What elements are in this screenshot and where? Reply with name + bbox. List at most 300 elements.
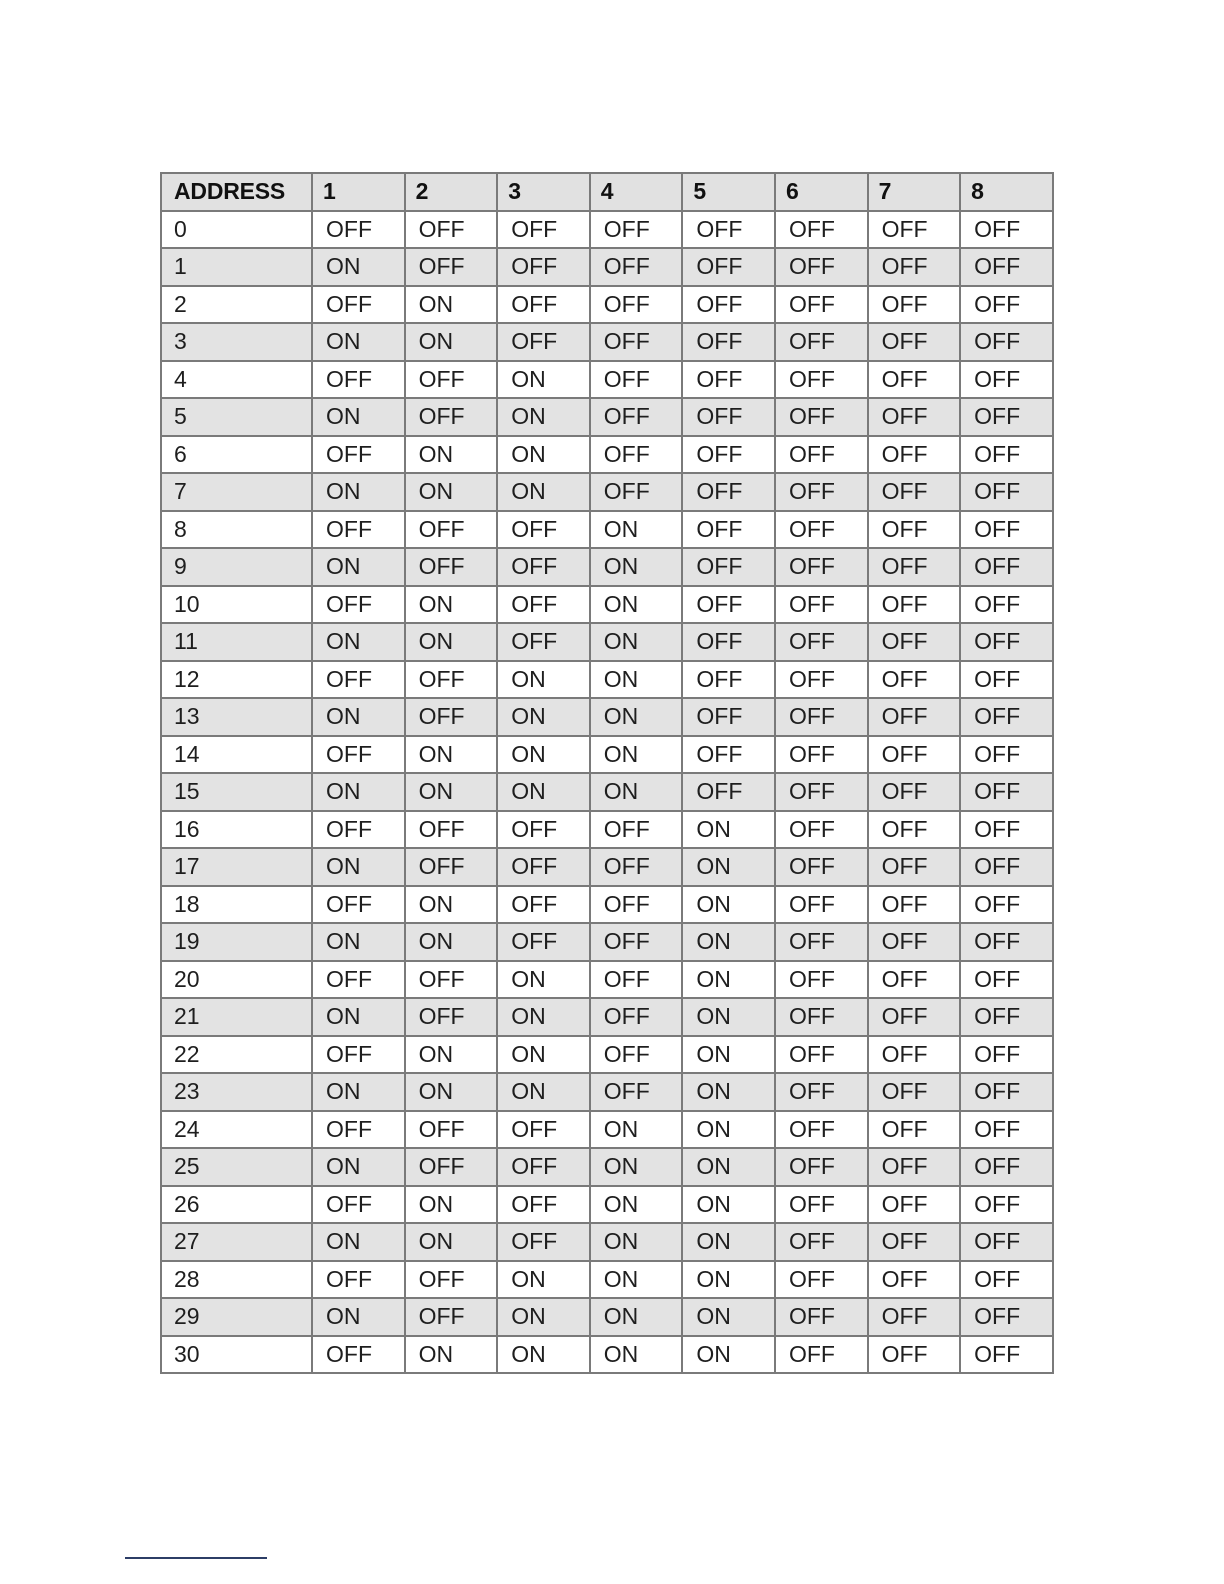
- switch-6-cell: OFF: [775, 923, 868, 961]
- address-cell: 12: [161, 661, 312, 699]
- switch-1-cell: OFF: [312, 586, 405, 624]
- switch-8-cell: OFF: [960, 1148, 1053, 1186]
- table-row: [161, 1223, 1053, 1261]
- switch-6-cell: OFF: [775, 248, 868, 286]
- switch-2-cell: OFF: [405, 998, 498, 1036]
- switch-4-cell: OFF: [590, 473, 683, 511]
- switch-8-cell: OFF: [960, 1111, 1053, 1149]
- switch-5-cell: OFF: [682, 548, 775, 586]
- switch-3-cell: OFF: [497, 1223, 590, 1261]
- switch-7-cell: OFF: [868, 736, 961, 774]
- switch-4-cell: ON: [590, 586, 683, 624]
- table-row: [161, 1186, 1053, 1224]
- switch-3-cell: OFF: [497, 323, 590, 361]
- switch-8-cell: OFF: [960, 548, 1053, 586]
- switch-2-cell: OFF: [405, 548, 498, 586]
- switch-8-cell: OFF: [960, 323, 1053, 361]
- switch-1-cell: OFF: [312, 286, 405, 324]
- table-row: [161, 773, 1053, 811]
- switch-8-cell: OFF: [960, 811, 1053, 849]
- table-row: [161, 511, 1053, 549]
- address-cell: 8: [161, 511, 312, 549]
- switch-1-cell: OFF: [312, 886, 405, 924]
- switch-4-cell: OFF: [590, 361, 683, 399]
- address-cell: 1: [161, 248, 312, 286]
- table-row: [161, 886, 1053, 924]
- switch-4-cell: OFF: [590, 1036, 683, 1074]
- switch-8-cell: OFF: [960, 886, 1053, 924]
- switch-7-cell: OFF: [868, 586, 961, 624]
- switch-1-cell: ON: [312, 998, 405, 1036]
- switch-6-cell: OFF: [775, 1036, 868, 1074]
- switch-6-cell: OFF: [775, 1223, 868, 1261]
- switch-1-cell: ON: [312, 323, 405, 361]
- switch-8-cell: OFF: [960, 1186, 1053, 1224]
- switch-4-cell: ON: [590, 773, 683, 811]
- address-cell: 7: [161, 473, 312, 511]
- switch-7-cell: OFF: [868, 323, 961, 361]
- switch-3-cell: ON: [497, 361, 590, 399]
- switch-5-cell: OFF: [682, 398, 775, 436]
- switch-4-cell: OFF: [590, 848, 683, 886]
- switch-2-cell: ON: [405, 1336, 498, 1374]
- footnote-separator: [125, 1557, 267, 1559]
- switch-3-cell: OFF: [497, 248, 590, 286]
- switch-5-cell: ON: [682, 1073, 775, 1111]
- switch-5-cell: ON: [682, 923, 775, 961]
- switch-4-cell: ON: [590, 661, 683, 699]
- table-header-row: [161, 173, 1053, 211]
- switch-1-cell: OFF: [312, 1261, 405, 1299]
- switch-3-cell: OFF: [497, 886, 590, 924]
- switch-2-cell: OFF: [405, 661, 498, 699]
- switch-1-cell: ON: [312, 623, 405, 661]
- switch-7-cell: OFF: [868, 811, 961, 849]
- switch-7-cell: OFF: [868, 1336, 961, 1374]
- header-switch-5: 5: [682, 173, 775, 211]
- address-cell: 14: [161, 736, 312, 774]
- switch-6-cell: OFF: [775, 1148, 868, 1186]
- switch-5-cell: OFF: [682, 248, 775, 286]
- switch-5-cell: ON: [682, 961, 775, 999]
- switch-1-cell: ON: [312, 773, 405, 811]
- switch-6-cell: OFF: [775, 998, 868, 1036]
- switch-8-cell: OFF: [960, 1073, 1053, 1111]
- switch-4-cell: ON: [590, 698, 683, 736]
- switch-6-cell: OFF: [775, 211, 868, 249]
- switch-8-cell: OFF: [960, 961, 1053, 999]
- switch-1-cell: OFF: [312, 661, 405, 699]
- switch-5-cell: OFF: [682, 436, 775, 474]
- table-row: [161, 1148, 1053, 1186]
- switch-1-cell: ON: [312, 473, 405, 511]
- switch-5-cell: ON: [682, 1223, 775, 1261]
- switch-3-cell: ON: [497, 736, 590, 774]
- switch-6-cell: OFF: [775, 323, 868, 361]
- switch-5-cell: OFF: [682, 586, 775, 624]
- table-row: [161, 361, 1053, 399]
- switch-4-cell: OFF: [590, 398, 683, 436]
- header-switch-7: 7: [868, 173, 961, 211]
- switch-7-cell: OFF: [868, 286, 961, 324]
- switch-6-cell: OFF: [775, 623, 868, 661]
- switch-5-cell: OFF: [682, 773, 775, 811]
- switch-5-cell: OFF: [682, 736, 775, 774]
- address-cell: 20: [161, 961, 312, 999]
- switch-2-cell: OFF: [405, 1111, 498, 1149]
- switch-6-cell: OFF: [775, 548, 868, 586]
- switch-5-cell: OFF: [682, 286, 775, 324]
- switch-7-cell: OFF: [868, 1261, 961, 1299]
- header-switch-6: 6: [775, 173, 868, 211]
- switch-6-cell: OFF: [775, 886, 868, 924]
- switch-7-cell: OFF: [868, 773, 961, 811]
- dip-switch-address-table: [160, 172, 1054, 1374]
- switch-7-cell: OFF: [868, 548, 961, 586]
- address-cell: 18: [161, 886, 312, 924]
- table-row: [161, 1073, 1053, 1111]
- switch-3-cell: ON: [497, 698, 590, 736]
- switch-7-cell: OFF: [868, 886, 961, 924]
- switch-2-cell: ON: [405, 773, 498, 811]
- switch-2-cell: OFF: [405, 698, 498, 736]
- table-row: [161, 1111, 1053, 1149]
- switch-2-cell: OFF: [405, 248, 498, 286]
- switch-3-cell: ON: [497, 961, 590, 999]
- switch-2-cell: ON: [405, 623, 498, 661]
- switch-1-cell: OFF: [312, 736, 405, 774]
- switch-7-cell: OFF: [868, 1111, 961, 1149]
- switch-1-cell: ON: [312, 398, 405, 436]
- switch-3-cell: OFF: [497, 1186, 590, 1224]
- switch-7-cell: OFF: [868, 661, 961, 699]
- switch-1-cell: OFF: [312, 511, 405, 549]
- address-cell: 21: [161, 998, 312, 1036]
- switch-2-cell: ON: [405, 923, 498, 961]
- switch-1-cell: OFF: [312, 1336, 405, 1374]
- switch-2-cell: ON: [405, 286, 498, 324]
- header-switch-1: 1: [312, 173, 405, 211]
- switch-4-cell: OFF: [590, 436, 683, 474]
- switch-8-cell: OFF: [960, 773, 1053, 811]
- switch-2-cell: OFF: [405, 1261, 498, 1299]
- header-switch-3: 3: [497, 173, 590, 211]
- switch-4-cell: ON: [590, 1298, 683, 1336]
- switch-1-cell: OFF: [312, 1186, 405, 1224]
- table-row: [161, 698, 1053, 736]
- table-row: [161, 436, 1053, 474]
- switch-1-cell: OFF: [312, 436, 405, 474]
- switch-7-cell: OFF: [868, 211, 961, 249]
- switch-2-cell: OFF: [405, 361, 498, 399]
- switch-8-cell: OFF: [960, 586, 1053, 624]
- switch-3-cell: OFF: [497, 1111, 590, 1149]
- address-cell: 26: [161, 1186, 312, 1224]
- switch-4-cell: ON: [590, 1223, 683, 1261]
- table-row: [161, 961, 1053, 999]
- switch-6-cell: OFF: [775, 736, 868, 774]
- switch-7-cell: OFF: [868, 398, 961, 436]
- switch-6-cell: OFF: [775, 511, 868, 549]
- switch-5-cell: ON: [682, 998, 775, 1036]
- switch-5-cell: OFF: [682, 323, 775, 361]
- address-cell: 2: [161, 286, 312, 324]
- switch-1-cell: OFF: [312, 211, 405, 249]
- table-row: [161, 848, 1053, 886]
- switch-8-cell: OFF: [960, 848, 1053, 886]
- switch-8-cell: OFF: [960, 473, 1053, 511]
- switch-6-cell: OFF: [775, 1261, 868, 1299]
- switch-6-cell: OFF: [775, 961, 868, 999]
- table-row: [161, 1261, 1053, 1299]
- switch-8-cell: OFF: [960, 998, 1053, 1036]
- switch-3-cell: OFF: [497, 286, 590, 324]
- header-switch-4: 4: [590, 173, 683, 211]
- switch-7-cell: OFF: [868, 998, 961, 1036]
- switch-3-cell: OFF: [497, 923, 590, 961]
- switch-2-cell: ON: [405, 736, 498, 774]
- table-row: [161, 811, 1053, 849]
- header-switch-2: 2: [405, 173, 498, 211]
- switch-1-cell: ON: [312, 248, 405, 286]
- address-cell: 23: [161, 1073, 312, 1111]
- switch-2-cell: ON: [405, 1036, 498, 1074]
- switch-7-cell: OFF: [868, 1186, 961, 1224]
- switch-8-cell: OFF: [960, 511, 1053, 549]
- address-cell: 16: [161, 811, 312, 849]
- table-row: [161, 248, 1053, 286]
- switch-3-cell: ON: [497, 473, 590, 511]
- switch-4-cell: ON: [590, 1261, 683, 1299]
- address-cell: 10: [161, 586, 312, 624]
- switch-5-cell: OFF: [682, 661, 775, 699]
- switch-3-cell: ON: [497, 1036, 590, 1074]
- switch-3-cell: ON: [497, 398, 590, 436]
- switch-5-cell: OFF: [682, 623, 775, 661]
- switch-3-cell: OFF: [497, 211, 590, 249]
- address-cell: 27: [161, 1223, 312, 1261]
- switch-7-cell: OFF: [868, 961, 961, 999]
- switch-6-cell: OFF: [775, 398, 868, 436]
- table-row: [161, 1336, 1053, 1374]
- switch-1-cell: OFF: [312, 361, 405, 399]
- switch-8-cell: OFF: [960, 361, 1053, 399]
- switch-4-cell: ON: [590, 623, 683, 661]
- switch-6-cell: OFF: [775, 361, 868, 399]
- table-row: [161, 736, 1053, 774]
- switch-3-cell: OFF: [497, 511, 590, 549]
- switch-1-cell: OFF: [312, 1111, 405, 1149]
- switch-8-cell: OFF: [960, 1036, 1053, 1074]
- switch-1-cell: ON: [312, 1148, 405, 1186]
- switch-4-cell: ON: [590, 1111, 683, 1149]
- address-cell: 25: [161, 1148, 312, 1186]
- address-cell: 4: [161, 361, 312, 399]
- switch-2-cell: ON: [405, 886, 498, 924]
- switch-4-cell: OFF: [590, 998, 683, 1036]
- table-row: [161, 323, 1053, 361]
- table-row: [161, 998, 1053, 1036]
- table-row: [161, 586, 1053, 624]
- switch-4-cell: OFF: [590, 1073, 683, 1111]
- switch-4-cell: OFF: [590, 811, 683, 849]
- address-cell: 30: [161, 1336, 312, 1374]
- switch-6-cell: OFF: [775, 1186, 868, 1224]
- switch-1-cell: OFF: [312, 1036, 405, 1074]
- switch-4-cell: ON: [590, 1186, 683, 1224]
- switch-5-cell: ON: [682, 1261, 775, 1299]
- switch-2-cell: OFF: [405, 511, 498, 549]
- switch-8-cell: OFF: [960, 736, 1053, 774]
- switch-3-cell: ON: [497, 773, 590, 811]
- table-row: [161, 923, 1053, 961]
- address-cell: 29: [161, 1298, 312, 1336]
- switch-7-cell: OFF: [868, 623, 961, 661]
- switch-6-cell: OFF: [775, 1073, 868, 1111]
- switch-8-cell: OFF: [960, 436, 1053, 474]
- switch-8-cell: OFF: [960, 1336, 1053, 1374]
- address-cell: 11: [161, 623, 312, 661]
- switch-2-cell: ON: [405, 1186, 498, 1224]
- switch-1-cell: ON: [312, 1223, 405, 1261]
- switch-8-cell: OFF: [960, 923, 1053, 961]
- switch-7-cell: OFF: [868, 1073, 961, 1111]
- switch-1-cell: ON: [312, 548, 405, 586]
- switch-2-cell: ON: [405, 323, 498, 361]
- switch-5-cell: ON: [682, 1111, 775, 1149]
- switch-8-cell: OFF: [960, 1223, 1053, 1261]
- switch-6-cell: OFF: [775, 473, 868, 511]
- switch-7-cell: OFF: [868, 248, 961, 286]
- switch-5-cell: ON: [682, 886, 775, 924]
- switch-4-cell: OFF: [590, 248, 683, 286]
- switch-5-cell: OFF: [682, 361, 775, 399]
- switch-7-cell: OFF: [868, 1298, 961, 1336]
- switch-1-cell: ON: [312, 698, 405, 736]
- switch-3-cell: OFF: [497, 811, 590, 849]
- switch-6-cell: OFF: [775, 698, 868, 736]
- switch-8-cell: OFF: [960, 698, 1053, 736]
- switch-7-cell: OFF: [868, 698, 961, 736]
- switch-6-cell: OFF: [775, 586, 868, 624]
- switch-5-cell: ON: [682, 1298, 775, 1336]
- switch-2-cell: ON: [405, 1073, 498, 1111]
- switch-3-cell: ON: [497, 1261, 590, 1299]
- table-row: [161, 1036, 1053, 1074]
- switch-4-cell: OFF: [590, 886, 683, 924]
- switch-6-cell: OFF: [775, 286, 868, 324]
- switch-1-cell: ON: [312, 1073, 405, 1111]
- switch-4-cell: ON: [590, 736, 683, 774]
- switch-1-cell: ON: [312, 923, 405, 961]
- switch-3-cell: OFF: [497, 623, 590, 661]
- switch-2-cell: OFF: [405, 1298, 498, 1336]
- switch-4-cell: ON: [590, 1148, 683, 1186]
- table-row: [161, 286, 1053, 324]
- table-row: [161, 1298, 1053, 1336]
- switch-5-cell: OFF: [682, 698, 775, 736]
- switch-6-cell: OFF: [775, 1111, 868, 1149]
- table-row: [161, 211, 1053, 249]
- switch-7-cell: OFF: [868, 473, 961, 511]
- switch-3-cell: ON: [497, 1073, 590, 1111]
- table-row: [161, 473, 1053, 511]
- switch-1-cell: OFF: [312, 811, 405, 849]
- switch-8-cell: OFF: [960, 248, 1053, 286]
- switch-4-cell: ON: [590, 511, 683, 549]
- address-cell: 3: [161, 323, 312, 361]
- switch-4-cell: OFF: [590, 323, 683, 361]
- address-cell: 13: [161, 698, 312, 736]
- address-cell: 22: [161, 1036, 312, 1074]
- switch-1-cell: OFF: [312, 961, 405, 999]
- switch-4-cell: OFF: [590, 923, 683, 961]
- switch-1-cell: ON: [312, 1298, 405, 1336]
- address-cell: 17: [161, 848, 312, 886]
- switch-5-cell: OFF: [682, 211, 775, 249]
- address-cell: 9: [161, 548, 312, 586]
- switch-3-cell: ON: [497, 998, 590, 1036]
- switch-6-cell: OFF: [775, 1336, 868, 1374]
- switch-8-cell: OFF: [960, 661, 1053, 699]
- switch-7-cell: OFF: [868, 1148, 961, 1186]
- address-cell: 24: [161, 1111, 312, 1149]
- address-cell: 28: [161, 1261, 312, 1299]
- address-cell: 5: [161, 398, 312, 436]
- switch-4-cell: OFF: [590, 961, 683, 999]
- switch-7-cell: OFF: [868, 1223, 961, 1261]
- address-cell: 0: [161, 211, 312, 249]
- switch-2-cell: ON: [405, 473, 498, 511]
- switch-6-cell: OFF: [775, 436, 868, 474]
- header-address: ADDRESS: [161, 173, 312, 211]
- switch-7-cell: OFF: [868, 848, 961, 886]
- switch-2-cell: OFF: [405, 961, 498, 999]
- switch-5-cell: ON: [682, 848, 775, 886]
- table-row: [161, 548, 1053, 586]
- switch-3-cell: OFF: [497, 548, 590, 586]
- switch-8-cell: OFF: [960, 286, 1053, 324]
- switch-3-cell: ON: [497, 436, 590, 474]
- switch-8-cell: OFF: [960, 211, 1053, 249]
- switch-8-cell: OFF: [960, 1298, 1053, 1336]
- table-row: [161, 623, 1053, 661]
- switch-2-cell: ON: [405, 586, 498, 624]
- switch-2-cell: ON: [405, 1223, 498, 1261]
- address-cell: 6: [161, 436, 312, 474]
- switch-5-cell: OFF: [682, 473, 775, 511]
- switch-3-cell: OFF: [497, 586, 590, 624]
- switch-2-cell: OFF: [405, 848, 498, 886]
- switch-5-cell: ON: [682, 811, 775, 849]
- address-cell: 19: [161, 923, 312, 961]
- table-row: [161, 398, 1053, 436]
- switch-2-cell: OFF: [405, 811, 498, 849]
- switch-5-cell: ON: [682, 1186, 775, 1224]
- switch-8-cell: OFF: [960, 398, 1053, 436]
- switch-7-cell: OFF: [868, 511, 961, 549]
- switch-6-cell: OFF: [775, 811, 868, 849]
- switch-5-cell: ON: [682, 1336, 775, 1374]
- switch-3-cell: OFF: [497, 1148, 590, 1186]
- switch-2-cell: OFF: [405, 211, 498, 249]
- switch-3-cell: ON: [497, 1336, 590, 1374]
- switch-6-cell: OFF: [775, 1298, 868, 1336]
- switch-5-cell: ON: [682, 1148, 775, 1186]
- switch-5-cell: ON: [682, 1036, 775, 1074]
- switch-7-cell: OFF: [868, 436, 961, 474]
- switch-8-cell: OFF: [960, 623, 1053, 661]
